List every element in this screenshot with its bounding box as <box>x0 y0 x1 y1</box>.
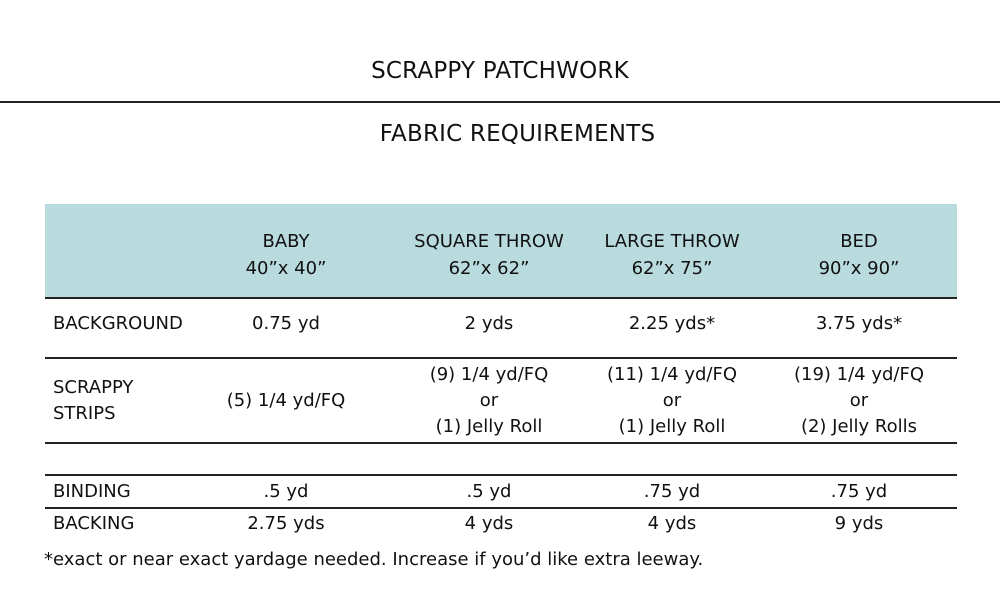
table-row-spacer <box>45 444 957 476</box>
column-name: BED <box>840 231 878 252</box>
table-cell <box>389 362 589 440</box>
column-size: 90”x 90” <box>818 258 900 279</box>
cell-line: (1) Jelly Roll <box>435 416 543 437</box>
table-row-background <box>45 299 957 359</box>
table-cell <box>186 388 386 414</box>
page-title: SCRAPPY PATCHWORK <box>371 58 629 84</box>
row-label: BACKING <box>53 513 135 534</box>
table-header <box>45 204 957 299</box>
section-subtitle: FABRIC REQUIREMENTS <box>379 121 656 147</box>
table-cell <box>759 362 959 440</box>
cell-line: or <box>849 390 869 411</box>
cell-line: (11) 1/4 yd/FQ <box>606 364 738 385</box>
row-label-line: SCRAPPY <box>53 377 134 398</box>
column-name: BABY <box>262 231 310 252</box>
row-label <box>53 375 133 427</box>
cell-line: (1) Jelly Roll <box>618 416 726 437</box>
cell-line: or <box>479 390 499 411</box>
cell-line: (9) 1/4 yd/FQ <box>429 364 549 385</box>
table-row-binding <box>45 476 957 509</box>
column-size: 62”x 62” <box>448 258 530 279</box>
table-cell: .75 yd <box>643 481 701 502</box>
column-size: 40”x 40” <box>245 258 327 279</box>
table-cell: .5 yd <box>466 481 512 502</box>
column-header-large-throw <box>572 228 772 282</box>
title-divider <box>0 101 1000 103</box>
table-cell: 0.75 yd <box>252 313 320 334</box>
table-cell <box>572 362 772 440</box>
column-header-bed <box>759 228 959 282</box>
row-label-line: STRIPS <box>53 403 116 424</box>
fabric-requirements-table <box>45 204 957 540</box>
cell-line: (5) 1/4 yd/FQ <box>226 390 346 411</box>
table-cell: 9 yds <box>834 513 884 534</box>
column-name: SQUARE THROW <box>414 231 564 252</box>
table-cell: .5 yd <box>263 481 309 502</box>
table-cell: 3.75 yds* <box>815 313 903 334</box>
cell-line: or <box>662 390 682 411</box>
table-cell: 4 yds <box>647 513 697 534</box>
row-label: BINDING <box>53 481 131 502</box>
table-cell: 2 yds <box>464 313 514 334</box>
column-header-square-throw <box>389 228 589 282</box>
table-row-backing <box>45 509 957 540</box>
cell-line: (2) Jelly Rolls <box>800 416 918 437</box>
table-cell: 4 yds <box>464 513 514 534</box>
column-header-baby <box>186 228 386 282</box>
table-cell: 2.25 yds* <box>628 313 716 334</box>
table-cell: .75 yd <box>830 481 888 502</box>
table-cell: 2.75 yds <box>247 513 325 534</box>
table-row-scrappy-strips <box>45 359 957 444</box>
footnote: *exact or near exact yardage needed. Increase if you’d like extra leeway. <box>44 549 704 570</box>
row-label: BACKGROUND <box>53 313 183 334</box>
column-size: 62”x 75” <box>631 258 713 279</box>
column-name: LARGE THROW <box>604 231 740 252</box>
cell-line: (19) 1/4 yd/FQ <box>793 364 925 385</box>
